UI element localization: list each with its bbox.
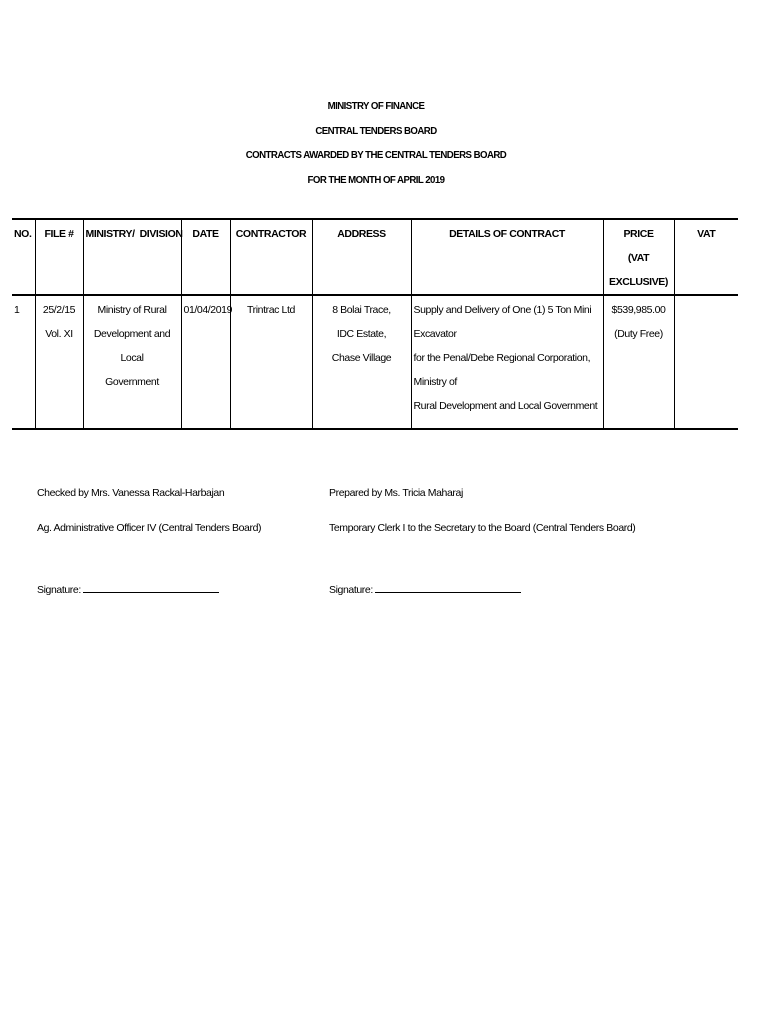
signature-line	[83, 592, 219, 593]
table-header-row	[12, 219, 738, 295]
col-header-details: DETAILS OF CONTRACT	[411, 219, 603, 295]
checked-by-title: Ag. Administrative Officer IV (Central Tenders Board)	[37, 522, 262, 534]
prepared-by-title: Temporary Clerk I to the Secretary to the Board (Central Tenders Board)	[329, 522, 636, 534]
prepared-by: Prepared by Ms. Tricia Maharaj	[329, 487, 463, 499]
contracts-table	[12, 218, 738, 430]
cell-ministry-line: Government	[105, 376, 159, 388]
cell-address-line: Chase Village	[331, 352, 392, 364]
cell-details	[411, 295, 603, 429]
col-header-file: FILE #	[35, 219, 83, 295]
cell-file-line: Vol. XI	[45, 328, 73, 340]
cell-vat	[674, 295, 738, 429]
table-row	[12, 295, 738, 429]
header-board: CENTRAL TENDERS BOARD	[315, 124, 437, 137]
col-header-ministry: MINISTRY/ DIVISION	[83, 219, 181, 295]
col-header-address: ADDRESS	[312, 219, 411, 295]
col-header-price	[603, 219, 674, 295]
cell-file	[35, 295, 83, 429]
cell-ministry-line: Ministry of Rural	[97, 304, 167, 316]
cell-file-line: 25/2/15	[42, 304, 76, 316]
header-month: FOR THE MONTH OF APRIL 2019	[307, 173, 445, 186]
cell-address-line: IDC Estate,	[336, 328, 387, 340]
document-header	[0, 94, 752, 192]
cell-ministry-line: Development and Local	[93, 328, 171, 364]
signature-label: Signature:	[329, 584, 373, 596]
col-header-contractor: CONTRACTOR	[230, 219, 312, 295]
cell-details-line: Rural Development and Local Government	[413, 400, 598, 412]
col-header-date: DATE	[181, 219, 230, 295]
cell-address	[312, 295, 411, 429]
cell-ministry	[83, 295, 181, 429]
prepared-signature	[329, 583, 521, 597]
cell-date: 01/04/2019	[181, 295, 230, 429]
cell-address-line: 8 Bolai Trace,	[332, 304, 391, 316]
signature-label: Signature:	[37, 584, 81, 596]
signature-line	[375, 592, 521, 593]
cell-details-line: for the Penal/Debe Regional Corporation, Ministry of	[413, 352, 591, 388]
checked-signature	[37, 583, 219, 597]
cell-contractor: Trintrac Ltd	[230, 295, 312, 429]
cell-price	[603, 295, 674, 429]
col-header-price-label: PRICE	[623, 228, 654, 240]
col-header-vat: VAT	[674, 219, 738, 295]
cell-price-note: (Duty Free)	[614, 328, 663, 340]
cell-details-line: Supply and Delivery of One (1) 5 Ton Mini Excavator	[413, 304, 592, 340]
header-contracts-awarded: CONTRACTS AWARDED BY THE CENTRAL TENDERS BOARD	[245, 149, 507, 161]
cell-price-amount: $539,985.00	[611, 304, 666, 316]
checked-by: Checked by Mrs. Vanessa Rackal-Harbajan	[37, 487, 225, 499]
col-header-price-sub: (VAT EXCLUSIVE)	[608, 252, 668, 288]
cell-no: 1	[12, 295, 35, 429]
header-ministry: MINISTRY OF FINANCE	[327, 100, 425, 112]
col-header-no: NO.	[12, 219, 35, 295]
